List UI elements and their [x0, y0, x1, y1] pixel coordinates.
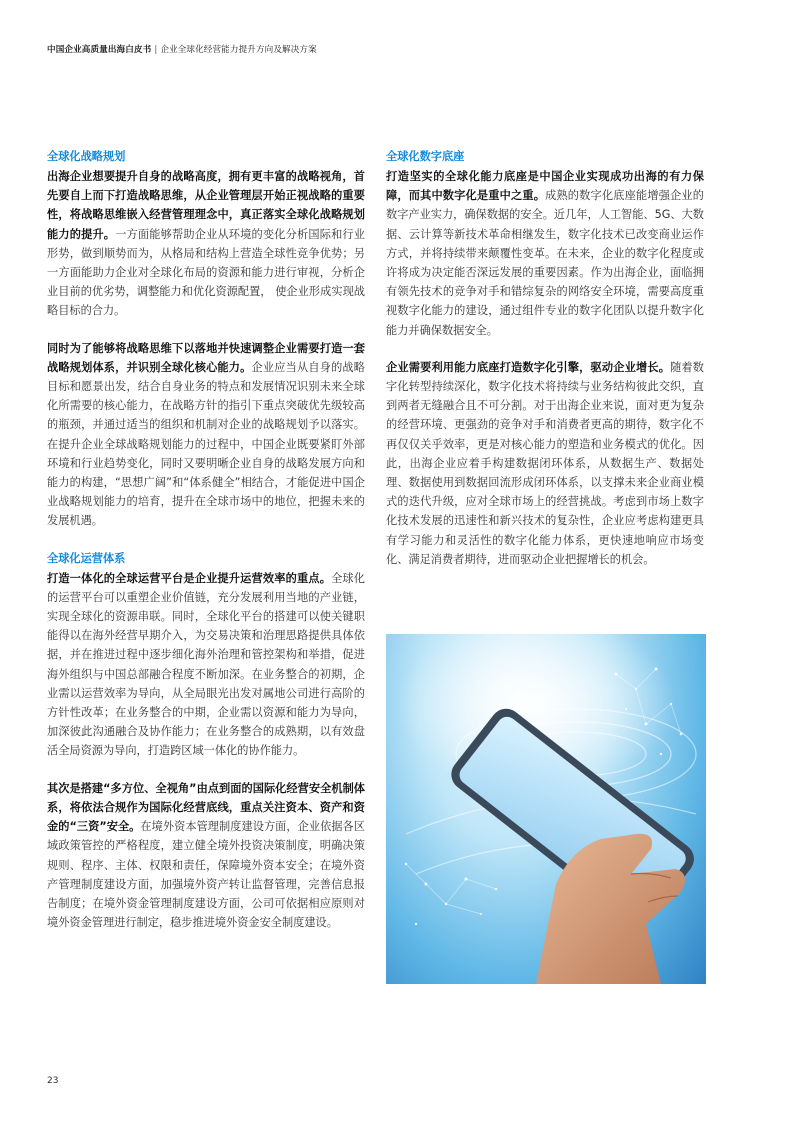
body-text: 一方面能够帮助企业从环境的变化分析国际和行业形势，做到顺势而为，从格局和结构上营造全球性竞争优势；另一方面能助力企业对全球化布局的资源和能力进行审视，分析企业目前的优劣势，调整能力和优化资源配置， 使企业形成实现战略目标的合力。	[47, 227, 365, 318]
section-title-operations: 全球化运营体系	[47, 551, 126, 565]
lead-sentence: 出海企业想要提升自身的战略高度，拥有更丰富的战略视角，首先要自上而下打造战略思维，从企业管理层开始正视战略的重要性，将战略思维嵌入经营管理理念中，真正落实全球化战略规划能力的提升。	[47, 170, 365, 241]
body-text: 成熟的数字化底座能增强企业的数字产业实力，确保数据的安全。近几年，人工智能、5G、大数据、云计算等新技术革命相继发生，数字化技术已改变商业运作方式，并将持续带来颠覆性变革。在未来，企业的数字化程度或许将成为决定能否深远发展的重要因素。作为出海企业，面临拥有领先技术的竞争对手和错综复杂的网络安全环境，需要高度重视数字化能力的建设，通过组件专业的数字化团队以提升数字化能力并确保数据安全。	[386, 189, 704, 337]
lead-sentence: 打造坚实的全球化能力底座是中国企业实现成功出海的有力保障，而其中数字化是重中之重。	[386, 170, 704, 203]
header-separator: |	[154, 45, 158, 55]
left-column	[47, 149, 365, 932]
paragraph	[47, 167, 365, 321]
paragraph	[386, 358, 704, 569]
header-subtitle: 企业全球化经营能力提升方向及解决方案	[160, 45, 317, 55]
body-text: 企业应当从自身的战略目标和愿景出发，结合自身业务的特点和发展情况识别未来全球化所需要的核心能力，在战略方针的指引下重点突破优先级较高的瓶颈，并通过适当的组织和机制对企业的战略规划予以落实。在提升企业全球战略规划能力的过程中，中国企业既要紧盯外部环境和行业趋势变化，同时又要明晰企业自身的战略发展方向和能力的构建，“思想广阔”和“体系健全”相结合，才能促进中国企业战略规划能力的培育，提升在全球市场中的地位，把握未来的发展机遇。	[47, 360, 365, 528]
section-title-strategy: 全球化战略规划	[47, 150, 126, 163]
lead-sentence: 其次是搭建“多方位、全视角”由点到面的国际化经营安全机制体系，将依法合规作为国际化经营底线，重点关注资本、资产和资金的“三资”安全。	[47, 781, 365, 834]
body-text: 全球化的运营平台可以重塑企业价值链，充分发展利用当地的产业链，实现全球化的资源串联。同时，全球化平台的搭建可以使关键职能得以在海外经营早期介入，为交易决策和治理思路提供具体依据，并在推进过程中逐步细化海外治理和管控架构和举措，促进海外组织与中国总部融合程度不断加深。在业务整合的初期，企业需以运营效率为导向，从全局眼光出发对属地公司进行高阶的方针性改革；在业务整合的中期，企业需以资源和能力为导向，加深彼此沟通融合及协作能力；在业务整合的成熟期，以有效盘活全局资源为导向，打造跨区域一体化的协作能力。	[47, 571, 365, 758]
page-number: 23	[47, 1076, 59, 1086]
section-title-digital: 全球化数字底座	[386, 150, 465, 163]
paragraph	[47, 569, 365, 761]
body-text: 随着数字化转型持续深化，数字化技术将持续与业务结构彼此交织，直到两者无缝融合且不可分割。对于出海企业来说，面对更为复杂的经营环境、更强劲的竞争对手和消费者更高的期待，数字化不再仅仅关乎效率，更是对核心能力的塑造和业务模式的优化。因此，出海企业应着手构建数据闭环体系，从数据生产、数据处理、数据使用到数据回流形成闭环体系，以支撑未来企业商业模式的迭代升级，应对全球市场上的经营挑战。考虑到市场上数字化技术发展的迅速性和新兴技术的复杂性，企业应考虑构建更具有学习能力和灵活性的数字化能力体系，更快速地响应市场变化、满足消费者期待，进而驱动企业把握增长的机会。	[386, 360, 704, 566]
paragraph	[47, 339, 365, 531]
running-header	[47, 43, 317, 55]
photo-illustration	[386, 634, 706, 984]
paragraph	[386, 167, 704, 340]
paragraph	[47, 779, 365, 933]
header-title: 中国企业高质量出海白皮书	[47, 45, 152, 55]
lead-sentence: 企业需要利用能力底座打造数字化引擎，驱动企业增长。	[386, 360, 671, 374]
lead-sentence: 打造一体化的全球运营平台是企业提升运营效率的重点。	[47, 571, 332, 585]
body-text: 在境外资本管理制度建设方面，企业依据各区域政策管控的严格程度，建立健全境外投资决策制度，明确决策规则、程序、主体、权限和责任，保障境外资本安全；在境外资产管理制度建设方面，加强境外资产转让监督管理，完善信息报告制度；在境外资金管理制度建设方面，公司可依据相应原则对境外资金管理进行制定，稳步推进境外资金安全制度建设。	[47, 820, 365, 930]
lead-sentence: 同时为了能够将战略思维下以落地并快速调整企业需要打造一套战略规划体系，并识别全球化核心能力。	[47, 341, 365, 374]
right-column	[386, 149, 704, 569]
smartphone-network-photo	[386, 634, 706, 984]
